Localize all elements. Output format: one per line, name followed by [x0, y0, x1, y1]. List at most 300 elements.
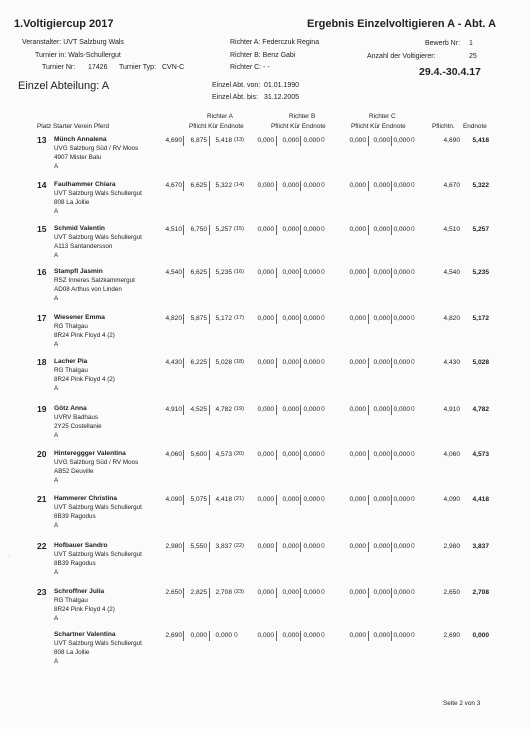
rank-a: (19) [234, 406, 244, 412]
rank-a: (15) [234, 226, 244, 232]
column-divider [209, 405, 210, 415]
score-ka: 5,075 [190, 496, 207, 503]
column-divider [183, 314, 184, 324]
score-pc: 0,000 [349, 632, 366, 639]
score-pb: 0,000 [257, 496, 274, 503]
judge-a: Richter A: Federczuk Regina [230, 39, 320, 46]
score-pc: 0,000 [349, 406, 366, 413]
table-row [0, 404, 530, 449]
score-ec: 0,000 [393, 589, 410, 596]
judge-c: Richter C: - - [230, 64, 270, 71]
score-ea: 5,235 [215, 269, 232, 276]
column-divider [183, 631, 184, 641]
group: A [54, 615, 59, 622]
rank-b: () [321, 182, 325, 188]
score-ea: 5,172 [215, 315, 232, 322]
rank-b: () [321, 137, 325, 143]
to-label: Einzel Abt. bis: [212, 94, 258, 101]
score-pb: 0,000 [257, 632, 274, 639]
column-divider [276, 268, 277, 278]
rank-a: (18) [234, 359, 244, 365]
score-eb: 0,000 [303, 359, 320, 366]
place: 20 [37, 449, 47, 459]
rank-b: () [321, 406, 325, 412]
score-pt: 4,670 [443, 182, 460, 189]
column-divider [276, 405, 277, 415]
column-divider [209, 136, 210, 146]
starter-name: Hammerer Christina [54, 495, 118, 502]
final-score: 5,418 [472, 137, 489, 144]
tournament-type-label: Turnier Typ: [119, 64, 156, 71]
column-divider [209, 631, 210, 641]
score-ec: 0,000 [393, 543, 410, 550]
score-eb: 0,000 [303, 182, 320, 189]
starter-name: Faulhammer Chiara [54, 181, 116, 188]
score-kb: 0,000 [282, 359, 299, 366]
final-score: 4,782 [472, 406, 489, 413]
column-divider [368, 225, 369, 235]
score-pa: 2,690 [165, 632, 182, 639]
group: A [54, 163, 59, 170]
score-ka: 2,825 [190, 589, 207, 596]
count: 25 [469, 53, 477, 60]
final-score: 0,000 [472, 632, 489, 639]
column-divider [209, 358, 210, 368]
column-divider [368, 631, 369, 641]
rank-c: () [411, 269, 415, 275]
score-kc: 0,000 [373, 406, 390, 413]
starter-name: Schroffner Julia [54, 588, 105, 595]
column-divider [183, 358, 184, 368]
score-ea: 0,000 [215, 632, 232, 639]
score-ka: 6,875 [190, 137, 207, 144]
horse: 8B39 Ragodus [54, 513, 96, 520]
judge-b: Richter B: Benz Gabi [230, 52, 296, 59]
group: A [54, 432, 59, 439]
final-score: 4,573 [472, 451, 489, 458]
score-pb: 0,000 [257, 451, 274, 458]
column-divider [300, 314, 301, 324]
column-divider [391, 450, 392, 460]
column-divider [183, 588, 184, 598]
column-divider [183, 405, 184, 415]
column-divider [391, 495, 392, 505]
rank-b: () [321, 315, 325, 321]
venue: Turnier in: Wals-Schullergut [35, 52, 121, 59]
column-divider [183, 181, 184, 191]
column-divider [209, 225, 210, 235]
bewerb-no: 1 [469, 40, 473, 47]
score-pa: 4,540 [165, 269, 182, 276]
column-divider [276, 181, 277, 191]
horse: 8R24 Pink Floyd 4 (2) [54, 332, 115, 339]
column-divider [276, 495, 277, 505]
score-ka: 6,625 [190, 269, 207, 276]
rank-a: (13) [234, 137, 244, 143]
score-pb: 0,000 [257, 406, 274, 413]
rank-a: (17) [234, 315, 244, 321]
score-pc: 0,000 [349, 315, 366, 322]
rank-c: () [411, 632, 415, 638]
score-eb: 0,000 [303, 496, 320, 503]
score-kb: 0,000 [282, 226, 299, 233]
rank-c: () [411, 451, 415, 457]
place: 17 [37, 313, 47, 323]
column-divider [391, 542, 392, 552]
score-kb: 0,000 [282, 182, 299, 189]
table-row [0, 449, 530, 494]
from-date: 01.01.1990 [264, 82, 300, 89]
final-score: 5,172 [472, 315, 489, 322]
score-pb: 0,000 [257, 315, 274, 322]
score-pc: 0,000 [349, 226, 366, 233]
score-pb: 0,000 [257, 359, 274, 366]
judge-b-subheader: Pflicht Kür Endnote [271, 123, 326, 130]
to-date: 31.12.2005 [264, 94, 300, 101]
table-row [0, 541, 530, 586]
club: RSZ Inneres Salzkammergut [54, 277, 135, 284]
score-ea: 3,837 [215, 543, 232, 550]
score-kb: 0,000 [282, 543, 299, 550]
club: UVT Salzburg Wals Schullergut [54, 640, 142, 647]
rank-b: () [321, 543, 325, 549]
score-kb: 0,000 [282, 589, 299, 596]
club: RG Thalgau [54, 597, 88, 604]
score-kb: 0,000 [282, 496, 299, 503]
column-divider [391, 588, 392, 598]
rank-a: (22) [234, 543, 244, 549]
club: UVT Salzburg Wals Schullergut [54, 190, 142, 197]
column-divider [183, 450, 184, 460]
column-divider [276, 450, 277, 460]
score-pc: 0,000 [349, 451, 366, 458]
score-pt: 4,430 [443, 359, 460, 366]
rank-a: (14) [234, 182, 244, 188]
column-divider [391, 405, 392, 415]
column-divider [276, 136, 277, 146]
score-pa: 4,430 [165, 359, 182, 366]
score-pt: 2,980 [443, 543, 460, 550]
column-divider [300, 136, 301, 146]
rank-c: () [411, 359, 415, 365]
column-divider [368, 450, 369, 460]
club: UVT Salzburg Wals Schullergut [54, 504, 142, 511]
table-row [0, 630, 530, 675]
final-score: 5,257 [472, 226, 489, 233]
group: A [54, 522, 59, 529]
score-pb: 0,000 [257, 182, 274, 189]
rank-c: () [411, 406, 415, 412]
group: A [54, 658, 59, 665]
score-kb: 0,000 [282, 269, 299, 276]
final-score: 5,322 [472, 182, 489, 189]
starter-name: Lacher Pia [54, 358, 88, 365]
starter-name: Münch Annalena [54, 136, 107, 143]
score-pt: 2,690 [443, 632, 460, 639]
bewerb-label: Bewerb Nr: [425, 40, 461, 47]
score-eb: 0,000 [303, 406, 320, 413]
score-pt: 4,690 [443, 137, 460, 144]
group: A [54, 208, 59, 215]
horse: 808 La Jollie [54, 199, 90, 206]
horse: 2Y25 Costellanie [54, 423, 102, 430]
rank-c: () [411, 315, 415, 321]
score-eb: 0,000 [303, 315, 320, 322]
score-kc: 0,000 [373, 269, 390, 276]
score-pa: 2,650 [165, 589, 182, 596]
score-ea: 5,418 [215, 137, 232, 144]
score-kc: 0,000 [373, 451, 390, 458]
club: UVG Salzburg Süd / RV Moos [54, 459, 139, 466]
judge-c-header: Richter C [369, 113, 396, 120]
score-ec: 0,000 [393, 182, 410, 189]
judge-c-subheader: Pflicht Kür Endnote [351, 123, 406, 130]
score-pc: 0,000 [349, 182, 366, 189]
column-divider [209, 588, 210, 598]
horse: 808 La Jollie [54, 649, 90, 656]
table-row [0, 180, 530, 225]
column-divider [276, 225, 277, 235]
starter-name: Schmid Valentin [54, 225, 105, 232]
table-row [0, 357, 530, 402]
score-ec: 0,000 [393, 496, 410, 503]
column-divider [183, 136, 184, 146]
score-ea: 5,322 [215, 182, 232, 189]
column-divider [391, 314, 392, 324]
score-pt: 4,820 [443, 315, 460, 322]
score-pa: 2,980 [165, 543, 182, 550]
score-pb: 0,000 [257, 589, 274, 596]
club: UVT Salzburg Wals Schullergut [54, 551, 142, 558]
score-pa: 4,910 [165, 406, 182, 413]
score-ea: 4,418 [215, 496, 232, 503]
club: UVG Salzburg Süd / RV Moos [54, 145, 139, 152]
page-number: Seite 2 von 3 [443, 700, 481, 707]
judge-a-subheader: Pflicht Kür Endnote [189, 123, 244, 130]
place: 13 [37, 135, 47, 145]
score-pa: 4,690 [165, 137, 182, 144]
group: A [54, 385, 59, 392]
column-divider [391, 136, 392, 146]
column-divider [209, 314, 210, 324]
division-title: Einzel Abteilung: A [18, 80, 110, 92]
club: UVRV Badhaus [54, 414, 98, 421]
column-divider [209, 542, 210, 552]
group: A [54, 341, 59, 348]
column-divider [209, 181, 210, 191]
final-score: 4,418 [472, 496, 489, 503]
starter-name: Hofbauer Sandro [54, 542, 108, 549]
score-pt: 2,650 [443, 589, 460, 596]
column-divider [391, 268, 392, 278]
final-score-header: Endnote [463, 123, 487, 130]
group: A [54, 477, 59, 484]
column-divider [368, 405, 369, 415]
score-ea: 5,028 [215, 359, 232, 366]
column-divider [276, 314, 277, 324]
column-divider [276, 631, 277, 641]
rank-a: (16) [234, 269, 244, 275]
score-kc: 0,000 [373, 315, 390, 322]
score-kc: 0,000 [373, 359, 390, 366]
column-header-start: Platz Starter Verein Pferd [37, 123, 110, 130]
score-pc: 0,000 [349, 359, 366, 366]
column-divider [368, 181, 369, 191]
result-title: Ergebnis Einzelvoltigieren A - Abt. A [307, 18, 497, 30]
table-row [0, 135, 530, 180]
column-divider [300, 181, 301, 191]
column-divider [368, 314, 369, 324]
pflicht-total-header: Pflichtn. [432, 123, 455, 130]
place: 22 [37, 541, 47, 551]
horse: 8B39 Ragodus [54, 560, 96, 567]
score-ka: 5,600 [190, 451, 207, 458]
column-divider [391, 225, 392, 235]
column-divider [300, 495, 301, 505]
score-kc: 0,000 [373, 496, 390, 503]
place: 21 [37, 494, 47, 504]
score-pb: 0,000 [257, 226, 274, 233]
score-ec: 0,000 [393, 315, 410, 322]
score-ec: 0,000 [393, 226, 410, 233]
rank-b: () [321, 269, 325, 275]
score-kb: 0,000 [282, 406, 299, 413]
column-divider [300, 405, 301, 415]
score-ka: 5,875 [190, 315, 207, 322]
score-eb: 0,000 [303, 269, 320, 276]
rank-b: () [321, 589, 325, 595]
score-pt: 4,510 [443, 226, 460, 233]
starter-name: Hintereggger Valentina [54, 450, 126, 457]
horse: AD08 Arthus von Linden [54, 286, 122, 293]
score-ka: 5,550 [190, 543, 207, 550]
from-label: Einzel Abt. von: [212, 82, 261, 89]
rank-a: () [234, 632, 238, 638]
horse: 4907 Mister Balu [54, 154, 102, 161]
horse: AB52 Deuville [54, 468, 94, 475]
score-pt: 4,060 [443, 451, 460, 458]
column-divider [300, 631, 301, 641]
column-divider [368, 268, 369, 278]
score-eb: 0,000 [303, 632, 320, 639]
score-pc: 0,000 [349, 543, 366, 550]
column-divider [368, 542, 369, 552]
score-kb: 0,000 [282, 451, 299, 458]
column-divider [300, 542, 301, 552]
score-ea: 4,573 [215, 451, 232, 458]
rank-b: () [321, 359, 325, 365]
column-divider [209, 268, 210, 278]
score-ec: 0,000 [393, 359, 410, 366]
column-divider [276, 542, 277, 552]
rank-b: () [321, 226, 325, 232]
group: A [54, 295, 59, 302]
starter-name: Wiesener Emma [54, 314, 105, 321]
score-ec: 0,000 [393, 451, 410, 458]
tournament-no-label: Turnier Nr: [42, 64, 76, 71]
table-row [0, 267, 530, 312]
final-score: 5,235 [472, 269, 489, 276]
score-ka: 6,225 [190, 359, 207, 366]
score-kb: 0,000 [282, 632, 299, 639]
score-eb: 0,000 [303, 589, 320, 596]
place: 16 [37, 267, 47, 277]
column-divider [183, 495, 184, 505]
score-pb: 0,000 [257, 137, 274, 144]
score-pt: 4,540 [443, 269, 460, 276]
judge-b-header: Richter B [289, 113, 316, 120]
starter-name: Stampfl Jasmin [54, 268, 103, 275]
score-pc: 0,000 [349, 496, 366, 503]
score-kb: 0,000 [282, 137, 299, 144]
score-ec: 0,000 [393, 632, 410, 639]
column-divider [276, 588, 277, 598]
column-divider [300, 358, 301, 368]
place: 15 [37, 224, 47, 234]
place: 19 [37, 404, 47, 414]
score-pb: 0,000 [257, 269, 274, 276]
tournament-no: 17426 [88, 64, 108, 71]
rank-b: () [321, 632, 325, 638]
final-score: 3,837 [472, 543, 489, 550]
score-eb: 0,000 [303, 451, 320, 458]
event-title: 1.Voltigiercup 2017 [14, 18, 114, 30]
rank-c: () [411, 543, 415, 549]
table-row [0, 494, 530, 539]
score-pb: 0,000 [257, 543, 274, 550]
score-kc: 0,000 [373, 137, 390, 144]
score-ec: 0,000 [393, 137, 410, 144]
starter-name: Götz Anna [54, 405, 87, 412]
final-score: 2,708 [472, 589, 489, 596]
score-ea: 5,257 [215, 226, 232, 233]
column-divider [300, 450, 301, 460]
column-divider [300, 268, 301, 278]
date-range: 29.4.-30.4.17 [419, 66, 481, 78]
club: UVT Salzburg Wals Schullergut [54, 234, 142, 241]
score-kc: 0,000 [373, 182, 390, 189]
column-divider [368, 495, 369, 505]
horse: 8R24 Pink Floyd 4 (2) [54, 606, 115, 613]
rank-b: () [321, 496, 325, 502]
column-divider [209, 450, 210, 460]
score-ka: 0,000 [190, 632, 207, 639]
score-pt: 4,090 [443, 496, 460, 503]
horse: 8R24 Pink Floyd 4 (2) [54, 376, 115, 383]
rank-c: () [411, 182, 415, 188]
column-divider [183, 542, 184, 552]
tournament-type: CVN-C [162, 64, 185, 71]
score-pc: 0,000 [349, 137, 366, 144]
score-eb: 0,000 [303, 137, 320, 144]
rank-a: (20) [234, 451, 244, 457]
column-divider [368, 136, 369, 146]
score-pa: 4,510 [165, 226, 182, 233]
score-kc: 0,000 [373, 589, 390, 596]
score-kb: 0,000 [282, 315, 299, 322]
place: 14 [37, 180, 47, 190]
rank-c: () [411, 496, 415, 502]
column-divider [300, 588, 301, 598]
rank-a: (23) [234, 589, 244, 595]
score-kc: 0,000 [373, 632, 390, 639]
score-pa: 4,820 [165, 315, 182, 322]
starter-name: Schartner Valentina [54, 631, 116, 638]
place: 23 [37, 587, 47, 597]
score-ka: 4,525 [190, 406, 207, 413]
group: A [54, 569, 59, 576]
column-divider [368, 358, 369, 368]
